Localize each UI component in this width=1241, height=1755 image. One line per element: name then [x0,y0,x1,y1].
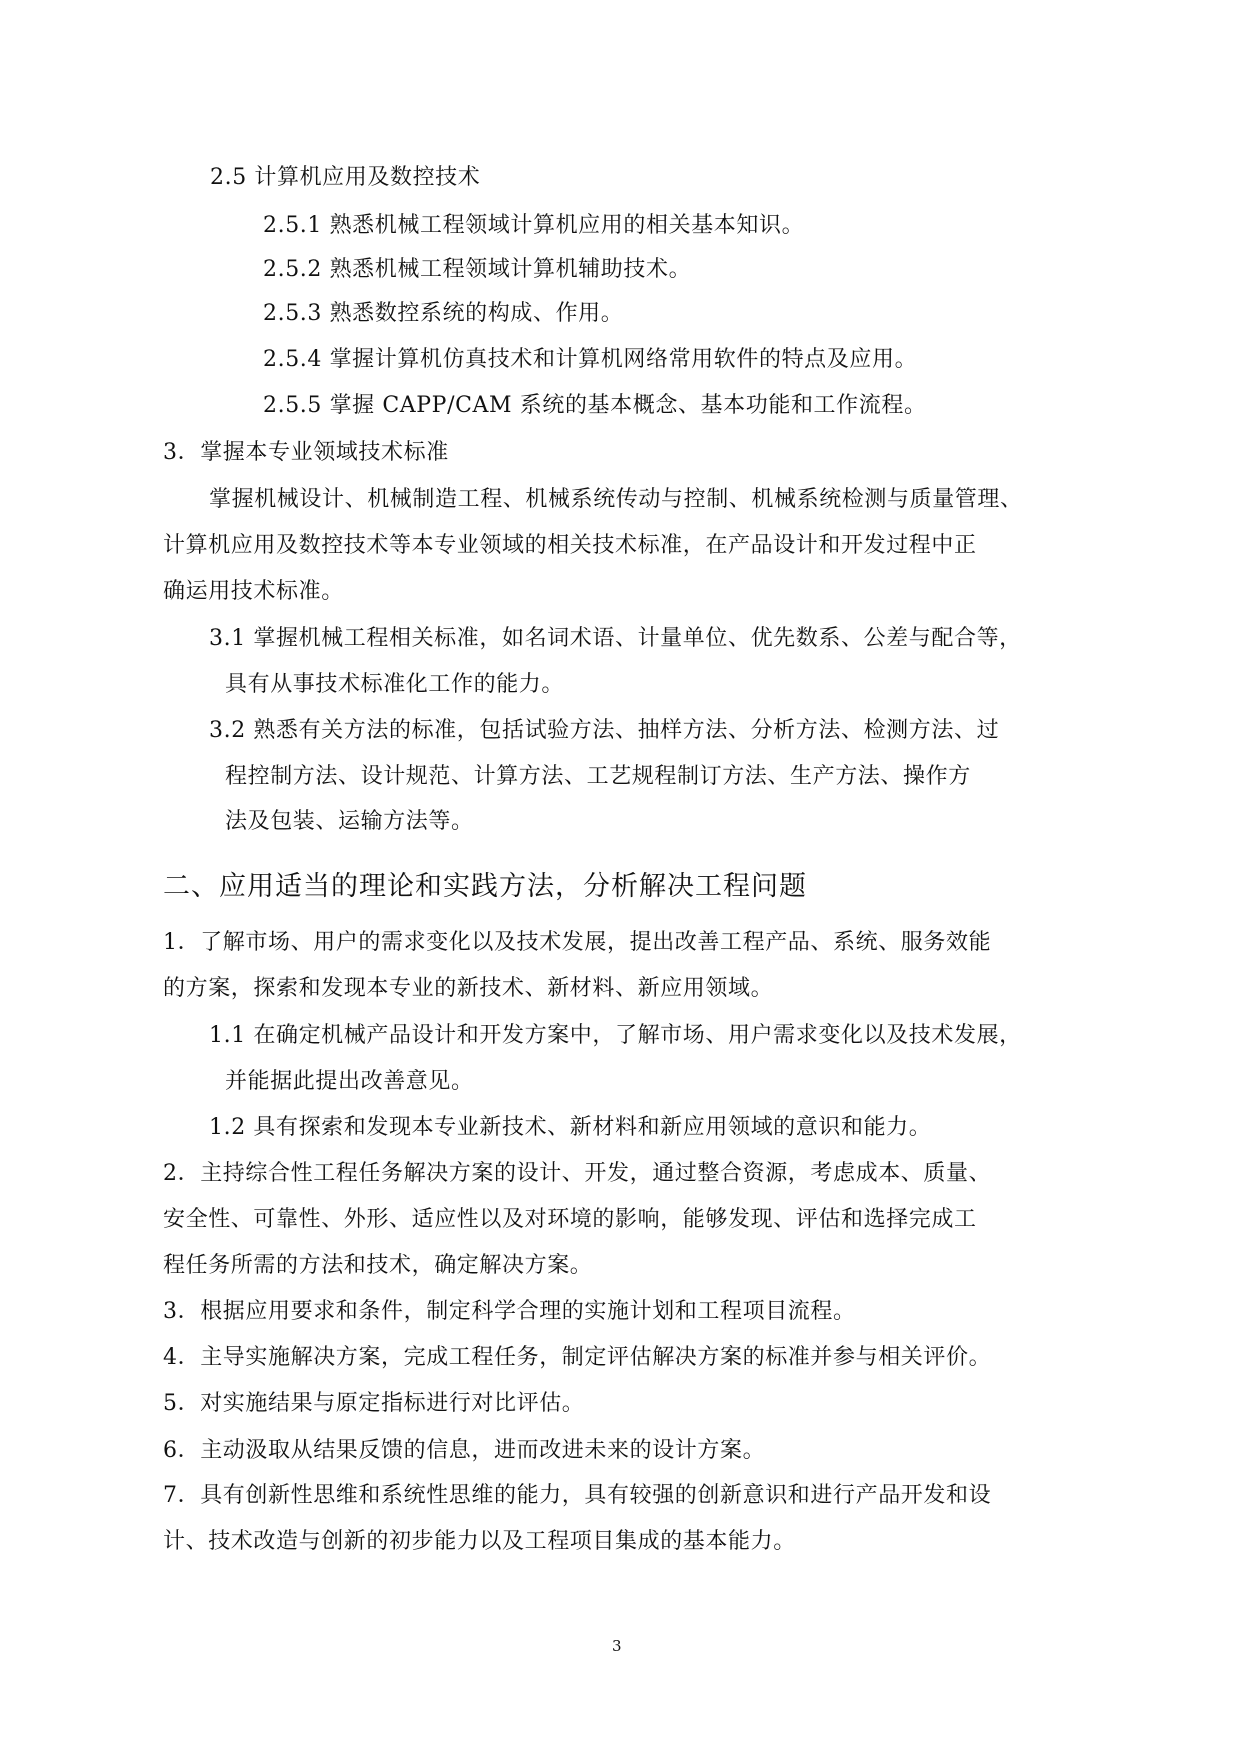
item-3-1-cont: 具有从事技术标准化工作的能力。 [225,672,565,697]
paragraph-line: 计算机应用及数控技术等本专业领域的相关技术标准，在产品设计和开发过程中正 [163,533,977,558]
section-2-item-2-cont: 程任务所需的方法和技术，确定解决方案。 [163,1253,593,1278]
item-2-5-2: 2.5.2 熟悉机械工程领域计算机辅助技术。 [263,257,692,282]
item-3-2-cont: 法及包装、运输方法等。 [225,809,474,834]
item-2-5-1: 2.5.1 熟悉机械工程领域计算机应用的相关基本知识。 [263,213,805,238]
paragraph-line: 掌握机械设计、机械制造工程、机械系统传动与控制、机械系统检测与质量管理、 [209,487,1023,512]
section-2-item-4: 4．主导实施解决方案，完成工程任务，制定评估解决方案的标准并参与相关评价。 [163,1345,992,1370]
item-1-1-cont: 并能据此提出改善意见。 [225,1069,474,1094]
section-2-item-7: 7．具有创新性思维和系统性思维的能力，具有较强的创新意识和进行产品开发和设 [163,1483,992,1508]
item-3-1: 3.1 掌握机械工程相关标准，如名词术语、计量单位、优先数系、公差与配合等， [209,626,1022,651]
item-1-2: 1.2 具有探索和发现本专业新技术、新材料和新应用领域的意识和能力。 [209,1115,932,1140]
item-1-1: 1.1 在确定机械产品设计和开发方案中，了解市场、用户需求变化以及技术发展， [209,1023,1022,1048]
item-3-2: 3.2 熟悉有关方法的标准，包括试验方法、抽样方法、分析方法、检测方法、过 [209,718,1000,743]
section-2-item-2-cont: 安全性、可靠性、外形、适应性以及对环境的影响，能够发现、评估和选择完成工 [163,1207,977,1232]
section-heading-2: 二、应用适当的理论和实践方法，分析解决工程问题 [163,871,807,902]
page-number: 3 [612,1637,622,1655]
item-2-5-5: 2.5.5 掌握 CAPP/CAM 系统的基本概念、基本功能和工作流程。 [263,393,927,418]
section-2-item-2: 2．主持综合性工程任务解决方案的设计、开发，通过整合资源，考虑成本、质量、 [163,1161,992,1186]
section-2-item-1-cont: 的方案，探索和发现本专业的新技术、新材料、新应用领域。 [163,976,774,1001]
section-2-item-7-cont: 计、技术改造与创新的初步能力以及工程项目集成的基本能力。 [163,1529,796,1554]
item-3-2-cont: 程控制方法、设计规范、计算方法、工艺规程制订方法、生产方法、操作方 [225,764,971,789]
item-2-5-3: 2.5.3 熟悉数控系统的构成、作用。 [263,301,624,326]
subsection-2-5-title: 2.5 计算机应用及数控技术 [210,165,481,190]
section-2-item-6: 6．主动汲取从结果反馈的信息，进而改进未来的设计方案。 [163,1438,766,1463]
section-2-item-1: 1．了解市场、用户的需求变化以及技术发展，提出改善工程产品、系统、服务效能 [163,930,992,955]
paragraph-line: 确运用技术标准。 [163,579,344,604]
item-2-5-4: 2.5.4 掌握计算机仿真技术和计算机网络常用软件的特点及应用。 [263,347,918,372]
section-2-item-5: 5．对实施结果与原定指标进行对比评估。 [163,1391,585,1416]
section-3-title: 3．掌握本专业领域技术标准 [163,440,449,465]
section-2-item-3: 3．根据应用要求和条件，制定科学合理的实施计划和工程项目流程。 [163,1299,856,1324]
